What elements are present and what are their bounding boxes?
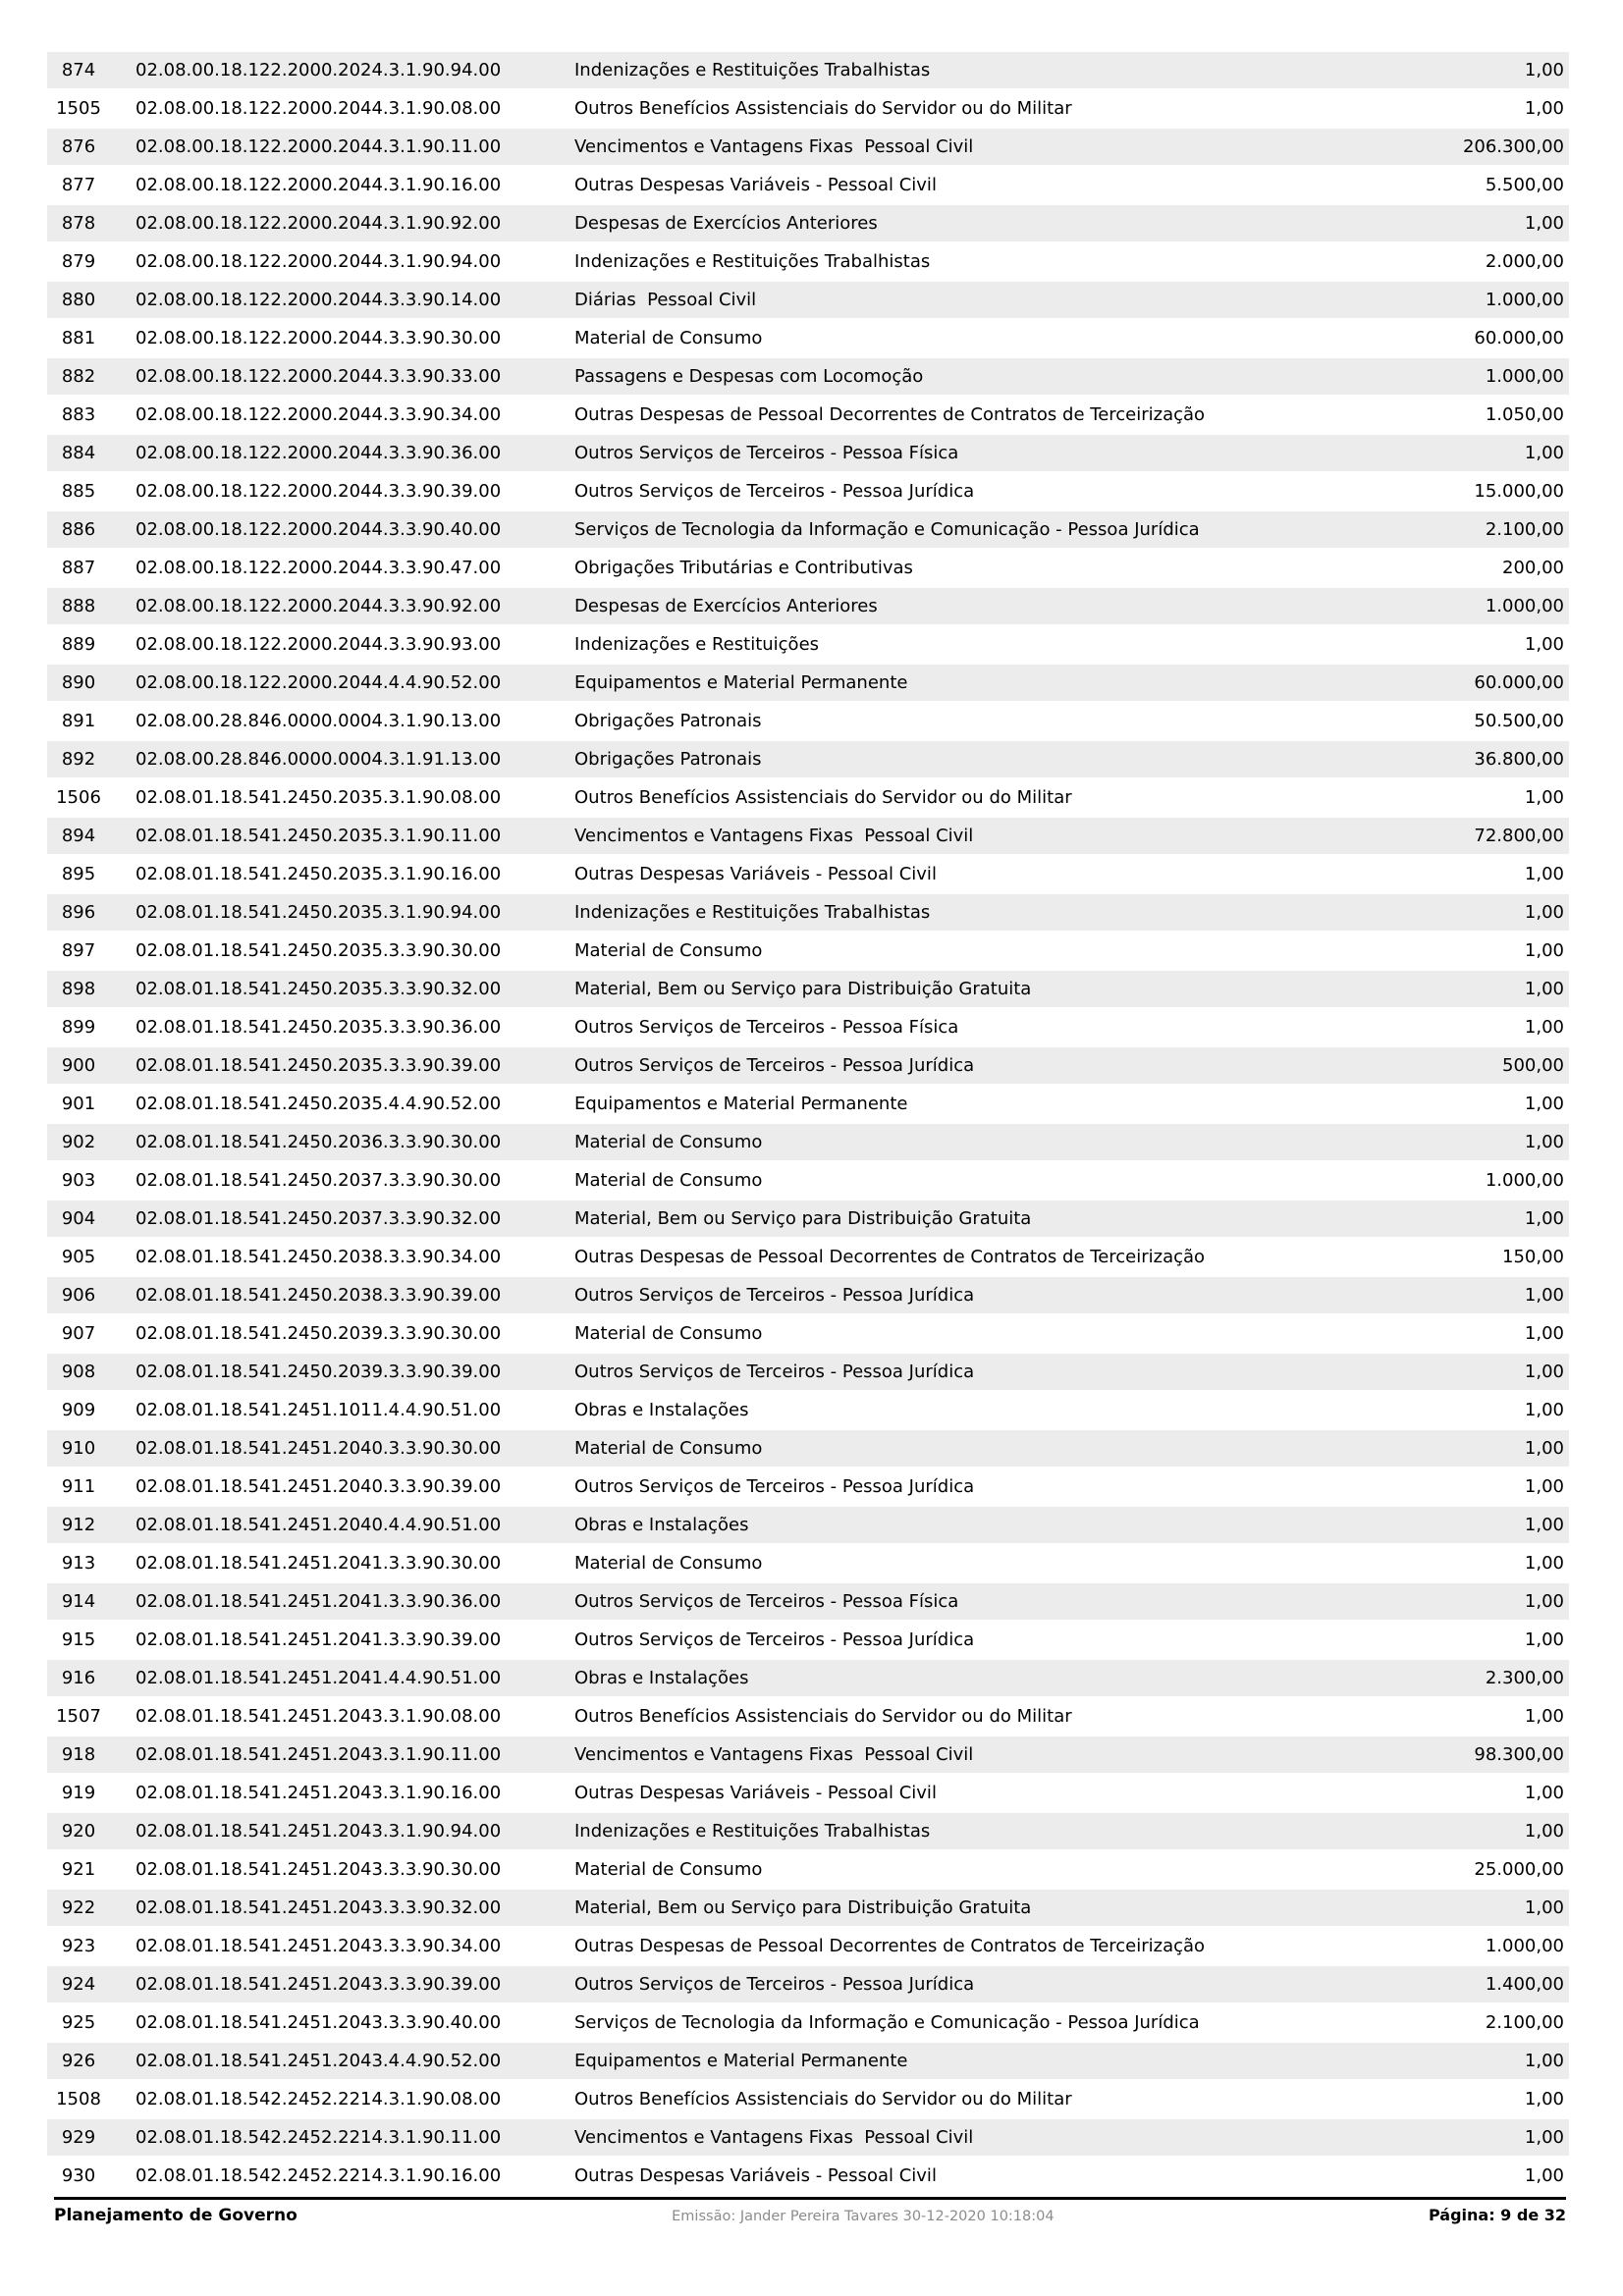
row-code-cell: 02.08.01.18.541.2451.2040.3.3.90.39.00 bbox=[135, 1476, 502, 1497]
row-number-cell: 883 bbox=[61, 404, 96, 425]
row-code-cell: 02.08.01.18.541.2451.2041.3.3.90.30.00 bbox=[135, 1553, 502, 1574]
table-row bbox=[47, 2158, 1569, 2194]
row-code-cell: 02.08.01.18.541.2450.2035.3.1.90.11.00 bbox=[135, 826, 502, 846]
row-number-cell: 907 bbox=[61, 1323, 96, 1344]
row-number-cell: 881 bbox=[61, 328, 96, 348]
row-value-cell: 1,00 bbox=[1524, 213, 1564, 234]
row-description-cell: Obrigações Patronais bbox=[574, 749, 762, 770]
row-value-cell: 1.000,00 bbox=[1485, 596, 1564, 616]
row-description-cell: Material de Consumo bbox=[574, 1323, 763, 1344]
row-description-cell: Outros Benefícios Assistenciais do Servidor ou do Militar bbox=[574, 1706, 1072, 1727]
row-code-cell: 02.08.01.18.541.2451.2043.3.1.90.94.00 bbox=[135, 1821, 502, 1842]
table-row bbox=[47, 1545, 1569, 1581]
row-value-cell: 1.000,00 bbox=[1485, 1936, 1564, 1956]
row-number-cell: 899 bbox=[61, 1017, 96, 1038]
table-row bbox=[47, 90, 1569, 127]
table-row bbox=[47, 1507, 1569, 1543]
row-value-cell: 25.000,00 bbox=[1474, 1859, 1564, 1880]
row-value-cell: 1,00 bbox=[1524, 787, 1564, 808]
row-value-cell: 1,00 bbox=[1524, 98, 1564, 119]
row-description-cell: Outras Despesas Variáveis - Pessoal Civil bbox=[574, 1783, 937, 1803]
table-row bbox=[47, 1354, 1569, 1390]
row-code-cell: 02.08.01.18.541.2450.2037.3.3.90.32.00 bbox=[135, 1208, 502, 1229]
row-description-cell: Outros Serviços de Terceiros - Pessoa Jurídica bbox=[574, 1974, 975, 1995]
table-row bbox=[47, 1277, 1569, 1313]
row-code-cell: 02.08.01.18.541.2451.2041.3.3.90.36.00 bbox=[135, 1591, 502, 1612]
table-row bbox=[47, 1124, 1569, 1160]
row-number-cell: 895 bbox=[61, 864, 96, 884]
table-row bbox=[47, 1086, 1569, 1122]
row-code-cell: 02.08.00.28.846.0000.0004.3.1.90.13.00 bbox=[135, 711, 502, 731]
row-code-cell: 02.08.01.18.541.2451.2043.3.3.90.39.00 bbox=[135, 1974, 502, 1995]
row-value-cell: 15.000,00 bbox=[1474, 481, 1564, 502]
row-description-cell: Material, Bem ou Serviço para Distribuição Gratuita bbox=[574, 1208, 1032, 1229]
row-description-cell: Outros Serviços de Terceiros - Pessoa Jurídica bbox=[574, 1285, 975, 1306]
row-code-cell: 02.08.01.18.541.2451.2041.4.4.90.51.00 bbox=[135, 1668, 502, 1688]
row-code-cell: 02.08.01.18.541.2450.2039.3.3.90.30.00 bbox=[135, 1323, 502, 1344]
row-number-cell: 1505 bbox=[56, 98, 101, 119]
table-row bbox=[47, 1468, 1569, 1505]
row-code-cell: 02.08.00.18.122.2000.2044.3.1.90.94.00 bbox=[135, 251, 502, 272]
row-value-cell: 1,00 bbox=[1524, 1362, 1564, 1382]
row-number-cell: 911 bbox=[61, 1476, 96, 1497]
row-description-cell: Material de Consumo bbox=[574, 1553, 763, 1574]
row-description-cell: Material de Consumo bbox=[574, 1859, 763, 1880]
row-number-cell: 908 bbox=[61, 1362, 96, 1382]
row-description-cell: Material de Consumo bbox=[574, 940, 763, 961]
row-code-cell: 02.08.00.18.122.2000.2044.3.3.90.30.00 bbox=[135, 328, 502, 348]
row-description-cell: Equipamentos e Material Permanente bbox=[574, 672, 908, 693]
row-code-cell: 02.08.01.18.541.2450.2037.3.3.90.30.00 bbox=[135, 1170, 502, 1191]
row-number-cell: 890 bbox=[61, 672, 96, 693]
row-value-cell: 1,00 bbox=[1524, 1094, 1564, 1114]
row-description-cell: Outros Serviços de Terceiros - Pessoa Física bbox=[574, 1591, 959, 1612]
row-code-cell: 02.08.01.18.541.2451.2040.3.3.90.30.00 bbox=[135, 1438, 502, 1459]
row-value-cell: 1,00 bbox=[1524, 979, 1564, 999]
row-code-cell: 02.08.01.18.541.2451.2043.3.3.90.34.00 bbox=[135, 1936, 502, 1956]
row-value-cell: 5.500,00 bbox=[1485, 175, 1564, 195]
row-number-cell: 910 bbox=[61, 1438, 96, 1459]
row-number-cell: 929 bbox=[61, 2127, 96, 2148]
row-number-cell: 906 bbox=[61, 1285, 96, 1306]
row-value-cell: 1,00 bbox=[1524, 60, 1564, 80]
row-number-cell: 919 bbox=[61, 1783, 96, 1803]
table-row bbox=[47, 129, 1569, 165]
table-row bbox=[47, 320, 1569, 356]
row-code-cell: 02.08.01.18.541.2451.2043.3.1.90.11.00 bbox=[135, 1744, 502, 1765]
table-row bbox=[47, 2081, 1569, 2117]
row-code-cell: 02.08.01.18.541.2450.2035.3.3.90.36.00 bbox=[135, 1017, 502, 1038]
table-row bbox=[47, 1698, 1569, 1735]
row-code-cell: 02.08.01.18.541.2451.2043.3.1.90.16.00 bbox=[135, 1783, 502, 1803]
row-description-cell: Outras Despesas Variáveis - Pessoal Civil bbox=[574, 864, 937, 884]
row-number-cell: 878 bbox=[61, 213, 96, 234]
row-number-cell: 889 bbox=[61, 634, 96, 655]
footer-report-title: Planejamento de Governo bbox=[54, 2206, 298, 2225]
row-value-cell: 2.000,00 bbox=[1485, 251, 1564, 272]
row-value-cell: 206.300,00 bbox=[1462, 136, 1564, 157]
row-description-cell: Obras e Instalações bbox=[574, 1400, 749, 1420]
table-row bbox=[47, 1775, 1569, 1811]
row-number-cell: 901 bbox=[61, 1094, 96, 1114]
row-number-cell: 887 bbox=[61, 558, 96, 578]
row-description-cell: Serviços de Tecnologia da Informação e Comunicação - Pessoa Jurídica bbox=[574, 519, 1200, 540]
row-value-cell: 1,00 bbox=[1524, 1515, 1564, 1535]
row-description-cell: Vencimentos e Vantagens Fixas Pessoal Civil bbox=[574, 826, 974, 846]
row-number-cell: 879 bbox=[61, 251, 96, 272]
row-description-cell: Indenizações e Restituições bbox=[574, 634, 820, 655]
row-number-cell: 886 bbox=[61, 519, 96, 540]
table-row bbox=[47, 1622, 1569, 1658]
table-row bbox=[47, 1009, 1569, 1045]
table-row bbox=[47, 779, 1569, 816]
row-code-cell: 02.08.00.18.122.2000.2044.3.3.90.39.00 bbox=[135, 481, 502, 502]
row-value-cell: 1,00 bbox=[1524, 902, 1564, 923]
row-number-cell: 888 bbox=[61, 596, 96, 616]
row-value-cell: 1,00 bbox=[1524, 1629, 1564, 1650]
row-code-cell: 02.08.01.18.541.2450.2035.4.4.90.52.00 bbox=[135, 1094, 502, 1114]
row-code-cell: 02.08.00.28.846.0000.0004.3.1.91.13.00 bbox=[135, 749, 502, 770]
table-row bbox=[47, 703, 1569, 739]
row-value-cell: 60.000,00 bbox=[1474, 328, 1564, 348]
row-code-cell: 02.08.00.18.122.2000.2044.3.3.90.47.00 bbox=[135, 558, 502, 578]
row-description-cell: Outros Serviços de Terceiros - Pessoa Jurídica bbox=[574, 1629, 975, 1650]
row-value-cell: 200,00 bbox=[1502, 558, 1564, 578]
table-row bbox=[47, 1315, 1569, 1352]
row-number-cell: 912 bbox=[61, 1515, 96, 1535]
table-row bbox=[47, 1928, 1569, 1964]
table-row bbox=[47, 1201, 1569, 1237]
row-number-cell: 894 bbox=[61, 826, 96, 846]
row-description-cell: Obrigações Patronais bbox=[574, 711, 762, 731]
row-description-cell: Outros Benefícios Assistenciais do Servidor ou do Militar bbox=[574, 98, 1072, 119]
row-description-cell: Material, Bem ou Serviço para Distribuição Gratuita bbox=[574, 979, 1032, 999]
row-description-cell: Diárias Pessoal Civil bbox=[574, 290, 757, 310]
table-row bbox=[47, 358, 1569, 395]
row-number-cell: 904 bbox=[61, 1208, 96, 1229]
row-value-cell: 1.000,00 bbox=[1485, 1170, 1564, 1191]
row-number-cell: 921 bbox=[61, 1859, 96, 1880]
row-number-cell: 903 bbox=[61, 1170, 96, 1191]
row-code-cell: 02.08.01.18.541.2451.2041.3.3.90.39.00 bbox=[135, 1629, 502, 1650]
row-code-cell: 02.08.01.18.541.2451.2043.3.3.90.40.00 bbox=[135, 2012, 502, 2033]
row-description-cell: Vencimentos e Vantagens Fixas Pessoal Civil bbox=[574, 136, 974, 157]
row-description-cell: Serviços de Tecnologia da Informação e Comunicação - Pessoa Jurídica bbox=[574, 2012, 1200, 2033]
row-code-cell: 02.08.01.18.541.2450.2035.3.3.90.39.00 bbox=[135, 1055, 502, 1076]
table-row bbox=[47, 665, 1569, 701]
row-description-cell: Outros Serviços de Terceiros - Pessoa Jurídica bbox=[574, 481, 975, 502]
table-row bbox=[47, 2043, 1569, 2079]
row-description-cell: Outros Serviços de Terceiros - Pessoa Jurídica bbox=[574, 1055, 975, 1076]
row-number-cell: 922 bbox=[61, 1897, 96, 1918]
row-number-cell: 892 bbox=[61, 749, 96, 770]
row-description-cell: Obras e Instalações bbox=[574, 1515, 749, 1535]
table-row bbox=[47, 1239, 1569, 1275]
row-description-cell: Outras Despesas de Pessoal Decorrentes de Contratos de Terceirização bbox=[574, 404, 1206, 425]
row-number-cell: 1506 bbox=[56, 787, 101, 808]
row-code-cell: 02.08.01.18.541.2451.2040.4.4.90.51.00 bbox=[135, 1515, 502, 1535]
row-number-cell: 897 bbox=[61, 940, 96, 961]
row-code-cell: 02.08.00.18.122.2000.2044.3.3.90.33.00 bbox=[135, 366, 502, 387]
row-code-cell: 02.08.00.18.122.2000.2044.3.3.90.93.00 bbox=[135, 634, 502, 655]
row-code-cell: 02.08.00.18.122.2000.2044.3.3.90.36.00 bbox=[135, 443, 502, 463]
row-number-cell: 914 bbox=[61, 1591, 96, 1612]
row-description-cell: Material de Consumo bbox=[574, 328, 763, 348]
row-value-cell: 1.400,00 bbox=[1485, 1974, 1564, 1995]
row-number-cell: 885 bbox=[61, 481, 96, 502]
row-number-cell: 920 bbox=[61, 1821, 96, 1842]
row-code-cell: 02.08.01.18.541.2450.2035.3.3.90.30.00 bbox=[135, 940, 502, 961]
row-number-cell: 896 bbox=[61, 902, 96, 923]
row-value-cell: 1.050,00 bbox=[1485, 404, 1564, 425]
row-value-cell: 60.000,00 bbox=[1474, 672, 1564, 693]
row-description-cell: Vencimentos e Vantagens Fixas Pessoal Civil bbox=[574, 2127, 974, 2148]
row-description-cell: Outras Despesas de Pessoal Decorrentes de Contratos de Terceirização bbox=[574, 1936, 1206, 1956]
table-row bbox=[47, 1430, 1569, 1467]
row-number-cell: 876 bbox=[61, 136, 96, 157]
row-value-cell: 1,00 bbox=[1524, 634, 1564, 655]
row-number-cell: 884 bbox=[61, 443, 96, 463]
row-number-cell: 891 bbox=[61, 711, 96, 731]
row-code-cell: 02.08.00.18.122.2000.2044.3.3.90.34.00 bbox=[135, 404, 502, 425]
row-code-cell: 02.08.01.18.541.2450.2038.3.3.90.34.00 bbox=[135, 1247, 502, 1267]
row-number-cell: 913 bbox=[61, 1553, 96, 1574]
row-description-cell: Obrigações Tributárias e Contributivas bbox=[574, 558, 913, 578]
row-value-cell: 1,00 bbox=[1524, 1897, 1564, 1918]
row-value-cell: 1.000,00 bbox=[1485, 290, 1564, 310]
table-row bbox=[47, 1660, 1569, 1696]
table-row bbox=[47, 435, 1569, 471]
row-value-cell: 1,00 bbox=[1524, 1285, 1564, 1306]
row-value-cell: 1,00 bbox=[1524, 1553, 1564, 1574]
table-row bbox=[47, 511, 1569, 548]
table-row bbox=[47, 741, 1569, 777]
row-description-cell: Obras e Instalações bbox=[574, 1668, 749, 1688]
row-code-cell: 02.08.01.18.541.2450.2035.3.3.90.32.00 bbox=[135, 979, 502, 999]
row-code-cell: 02.08.01.18.541.2451.2043.3.3.90.30.00 bbox=[135, 1859, 502, 1880]
row-code-cell: 02.08.00.18.122.2000.2024.3.1.90.94.00 bbox=[135, 60, 502, 80]
row-description-cell: Indenizações e Restituições Trabalhistas bbox=[574, 1821, 931, 1842]
row-description-cell: Despesas de Exercícios Anteriores bbox=[574, 596, 878, 616]
row-description-cell: Indenizações e Restituições Trabalhistas bbox=[574, 902, 931, 923]
row-number-cell: 882 bbox=[61, 366, 96, 387]
row-value-cell: 1,00 bbox=[1524, 1132, 1564, 1152]
row-code-cell: 02.08.01.18.541.2451.2043.4.4.90.52.00 bbox=[135, 2051, 502, 2071]
row-code-cell: 02.08.01.18.541.2451.1011.4.4.90.51.00 bbox=[135, 1400, 502, 1420]
row-value-cell: 150,00 bbox=[1502, 1247, 1564, 1267]
footer-page-number: Página: 9 de 32 bbox=[1428, 2206, 1566, 2224]
table-row bbox=[47, 282, 1569, 318]
row-number-cell: 925 bbox=[61, 2012, 96, 2033]
table-row bbox=[47, 971, 1569, 1007]
table-row bbox=[47, 1736, 1569, 1773]
row-description-cell: Outros Serviços de Terceiros - Pessoa Física bbox=[574, 443, 959, 463]
table-row bbox=[47, 397, 1569, 433]
row-value-cell: 500,00 bbox=[1502, 1055, 1564, 1076]
row-number-cell: 909 bbox=[61, 1400, 96, 1420]
table-row bbox=[47, 167, 1569, 203]
table-row bbox=[47, 1392, 1569, 1428]
table-row bbox=[47, 243, 1569, 280]
row-description-cell: Passagens e Despesas com Locomoção bbox=[574, 366, 924, 387]
row-description-cell: Equipamentos e Material Permanente bbox=[574, 1094, 908, 1114]
table-row bbox=[47, 1890, 1569, 1926]
row-code-cell: 02.08.01.18.541.2450.2039.3.3.90.39.00 bbox=[135, 1362, 502, 1382]
row-description-cell: Outros Serviços de Terceiros - Pessoa Jurídica bbox=[574, 1362, 975, 1382]
row-description-cell: Despesas de Exercícios Anteriores bbox=[574, 213, 878, 234]
row-value-cell: 2.100,00 bbox=[1485, 519, 1564, 540]
row-code-cell: 02.08.01.18.541.2451.2043.3.1.90.08.00 bbox=[135, 1706, 502, 1727]
row-description-cell: Indenizações e Restituições Trabalhistas bbox=[574, 60, 931, 80]
table-row bbox=[47, 2119, 1569, 2156]
row-value-cell: 1,00 bbox=[1524, 864, 1564, 884]
table-row bbox=[47, 894, 1569, 931]
page-footer bbox=[54, 2206, 1566, 2225]
row-value-cell: 1,00 bbox=[1524, 1783, 1564, 1803]
row-number-cell: 915 bbox=[61, 1629, 96, 1650]
row-description-cell: Outros Benefícios Assistenciais do Servidor ou do Militar bbox=[574, 787, 1072, 808]
table-row bbox=[47, 1583, 1569, 1620]
table-row bbox=[47, 856, 1569, 892]
row-value-cell: 2.300,00 bbox=[1485, 1668, 1564, 1688]
row-value-cell: 1,00 bbox=[1524, 2051, 1564, 2071]
table-row bbox=[47, 473, 1569, 509]
row-value-cell: 1,00 bbox=[1524, 1017, 1564, 1038]
row-value-cell: 98.300,00 bbox=[1474, 1744, 1564, 1765]
row-code-cell: 02.08.00.18.122.2000.2044.3.3.90.40.00 bbox=[135, 519, 502, 540]
table-row bbox=[47, 626, 1569, 663]
row-value-cell: 1,00 bbox=[1524, 2089, 1564, 2109]
row-description-cell: Outros Benefícios Assistenciais do Servidor ou do Militar bbox=[574, 2089, 1072, 2109]
row-description-cell: Equipamentos e Material Permanente bbox=[574, 2051, 908, 2071]
row-description-cell: Material de Consumo bbox=[574, 1132, 763, 1152]
budget-table bbox=[47, 52, 1569, 2196]
row-value-cell: 50.500,00 bbox=[1474, 711, 1564, 731]
row-code-cell: 02.08.01.18.541.2450.2035.3.1.90.94.00 bbox=[135, 902, 502, 923]
row-description-cell: Outros Serviços de Terceiros - Pessoa Física bbox=[574, 1017, 959, 1038]
row-value-cell: 36.800,00 bbox=[1474, 749, 1564, 770]
row-code-cell: 02.08.01.18.541.2451.2043.3.3.90.32.00 bbox=[135, 1897, 502, 1918]
row-code-cell: 02.08.00.18.122.2000.2044.3.1.90.08.00 bbox=[135, 98, 502, 119]
row-number-cell: 918 bbox=[61, 1744, 96, 1765]
row-description-cell: Indenizações e Restituições Trabalhistas bbox=[574, 251, 931, 272]
row-value-cell: 1,00 bbox=[1524, 1591, 1564, 1612]
row-number-cell: 1508 bbox=[56, 2089, 101, 2109]
row-description-cell: Material, Bem ou Serviço para Distribuição Gratuita bbox=[574, 1897, 1032, 1918]
row-value-cell: 1,00 bbox=[1524, 2165, 1564, 2186]
row-value-cell: 1,00 bbox=[1524, 2127, 1564, 2148]
row-number-cell: 880 bbox=[61, 290, 96, 310]
row-number-cell: 926 bbox=[61, 2051, 96, 2071]
row-value-cell: 1,00 bbox=[1524, 1476, 1564, 1497]
row-number-cell: 1507 bbox=[56, 1706, 101, 1727]
row-code-cell: 02.08.01.18.542.2452.2214.3.1.90.08.00 bbox=[135, 2089, 502, 2109]
row-number-cell: 902 bbox=[61, 1132, 96, 1152]
row-number-cell: 877 bbox=[61, 175, 96, 195]
row-value-cell: 1,00 bbox=[1524, 1208, 1564, 1229]
row-description-cell: Outras Despesas de Pessoal Decorrentes de Contratos de Terceirização bbox=[574, 1247, 1206, 1267]
table-row bbox=[47, 2004, 1569, 2041]
row-value-cell: 1,00 bbox=[1524, 940, 1564, 961]
row-code-cell: 02.08.01.18.542.2452.2214.3.1.90.16.00 bbox=[135, 2165, 502, 2186]
row-description-cell: Outras Despesas Variáveis - Pessoal Civil bbox=[574, 175, 937, 195]
row-value-cell: 1,00 bbox=[1524, 1706, 1564, 1727]
row-number-cell: 874 bbox=[61, 60, 96, 80]
row-description-cell: Outros Serviços de Terceiros - Pessoa Jurídica bbox=[574, 1476, 975, 1497]
row-code-cell: 02.08.00.18.122.2000.2044.3.3.90.92.00 bbox=[135, 596, 502, 616]
row-code-cell: 02.08.00.18.122.2000.2044.3.1.90.16.00 bbox=[135, 175, 502, 195]
row-code-cell: 02.08.01.18.542.2452.2214.3.1.90.11.00 bbox=[135, 2127, 502, 2148]
row-value-cell: 1,00 bbox=[1524, 1438, 1564, 1459]
row-value-cell: 1,00 bbox=[1524, 1400, 1564, 1420]
row-code-cell: 02.08.00.18.122.2000.2044.3.1.90.11.00 bbox=[135, 136, 502, 157]
table-row bbox=[47, 1162, 1569, 1199]
row-code-cell: 02.08.01.18.541.2450.2035.3.1.90.16.00 bbox=[135, 864, 502, 884]
row-value-cell: 1,00 bbox=[1524, 443, 1564, 463]
row-code-cell: 02.08.00.18.122.2000.2044.3.1.90.92.00 bbox=[135, 213, 502, 234]
row-number-cell: 923 bbox=[61, 1936, 96, 1956]
table-row bbox=[47, 1851, 1569, 1888]
row-value-cell: 1,00 bbox=[1524, 1821, 1564, 1842]
row-value-cell: 72.800,00 bbox=[1474, 826, 1564, 846]
table-row bbox=[47, 550, 1569, 586]
row-number-cell: 916 bbox=[61, 1668, 96, 1688]
row-code-cell: 02.08.01.18.541.2450.2038.3.3.90.39.00 bbox=[135, 1285, 502, 1306]
table-row bbox=[47, 1966, 1569, 2002]
row-value-cell: 1.000,00 bbox=[1485, 366, 1564, 387]
row-code-cell: 02.08.00.18.122.2000.2044.4.4.90.52.00 bbox=[135, 672, 502, 693]
row-description-cell: Material de Consumo bbox=[574, 1170, 763, 1191]
row-code-cell: 02.08.01.18.541.2450.2035.3.1.90.08.00 bbox=[135, 787, 502, 808]
row-number-cell: 930 bbox=[61, 2165, 96, 2186]
row-description-cell: Vencimentos e Vantagens Fixas Pessoal Civil bbox=[574, 1744, 974, 1765]
row-code-cell: 02.08.01.18.541.2450.2036.3.3.90.30.00 bbox=[135, 1132, 502, 1152]
footer-divider bbox=[54, 2197, 1566, 2200]
row-value-cell: 2.100,00 bbox=[1485, 2012, 1564, 2033]
table-row bbox=[47, 818, 1569, 854]
table-row bbox=[47, 588, 1569, 624]
row-number-cell: 898 bbox=[61, 979, 96, 999]
row-number-cell: 900 bbox=[61, 1055, 96, 1076]
table-row bbox=[47, 205, 1569, 241]
row-description-cell: Material de Consumo bbox=[574, 1438, 763, 1459]
table-row bbox=[47, 933, 1569, 969]
row-number-cell: 905 bbox=[61, 1247, 96, 1267]
row-value-cell: 1,00 bbox=[1524, 1323, 1564, 1344]
table-row bbox=[47, 1047, 1569, 1084]
footer-emission-info: Emissão: Jander Pereira Tavares 30-12-2020 10:18:04 bbox=[672, 2209, 1055, 2224]
row-number-cell: 924 bbox=[61, 1974, 96, 1995]
table-row bbox=[47, 52, 1569, 88]
row-code-cell: 02.08.00.18.122.2000.2044.3.3.90.14.00 bbox=[135, 290, 502, 310]
table-row bbox=[47, 1813, 1569, 1849]
row-description-cell: Outras Despesas Variáveis - Pessoal Civil bbox=[574, 2165, 937, 2186]
